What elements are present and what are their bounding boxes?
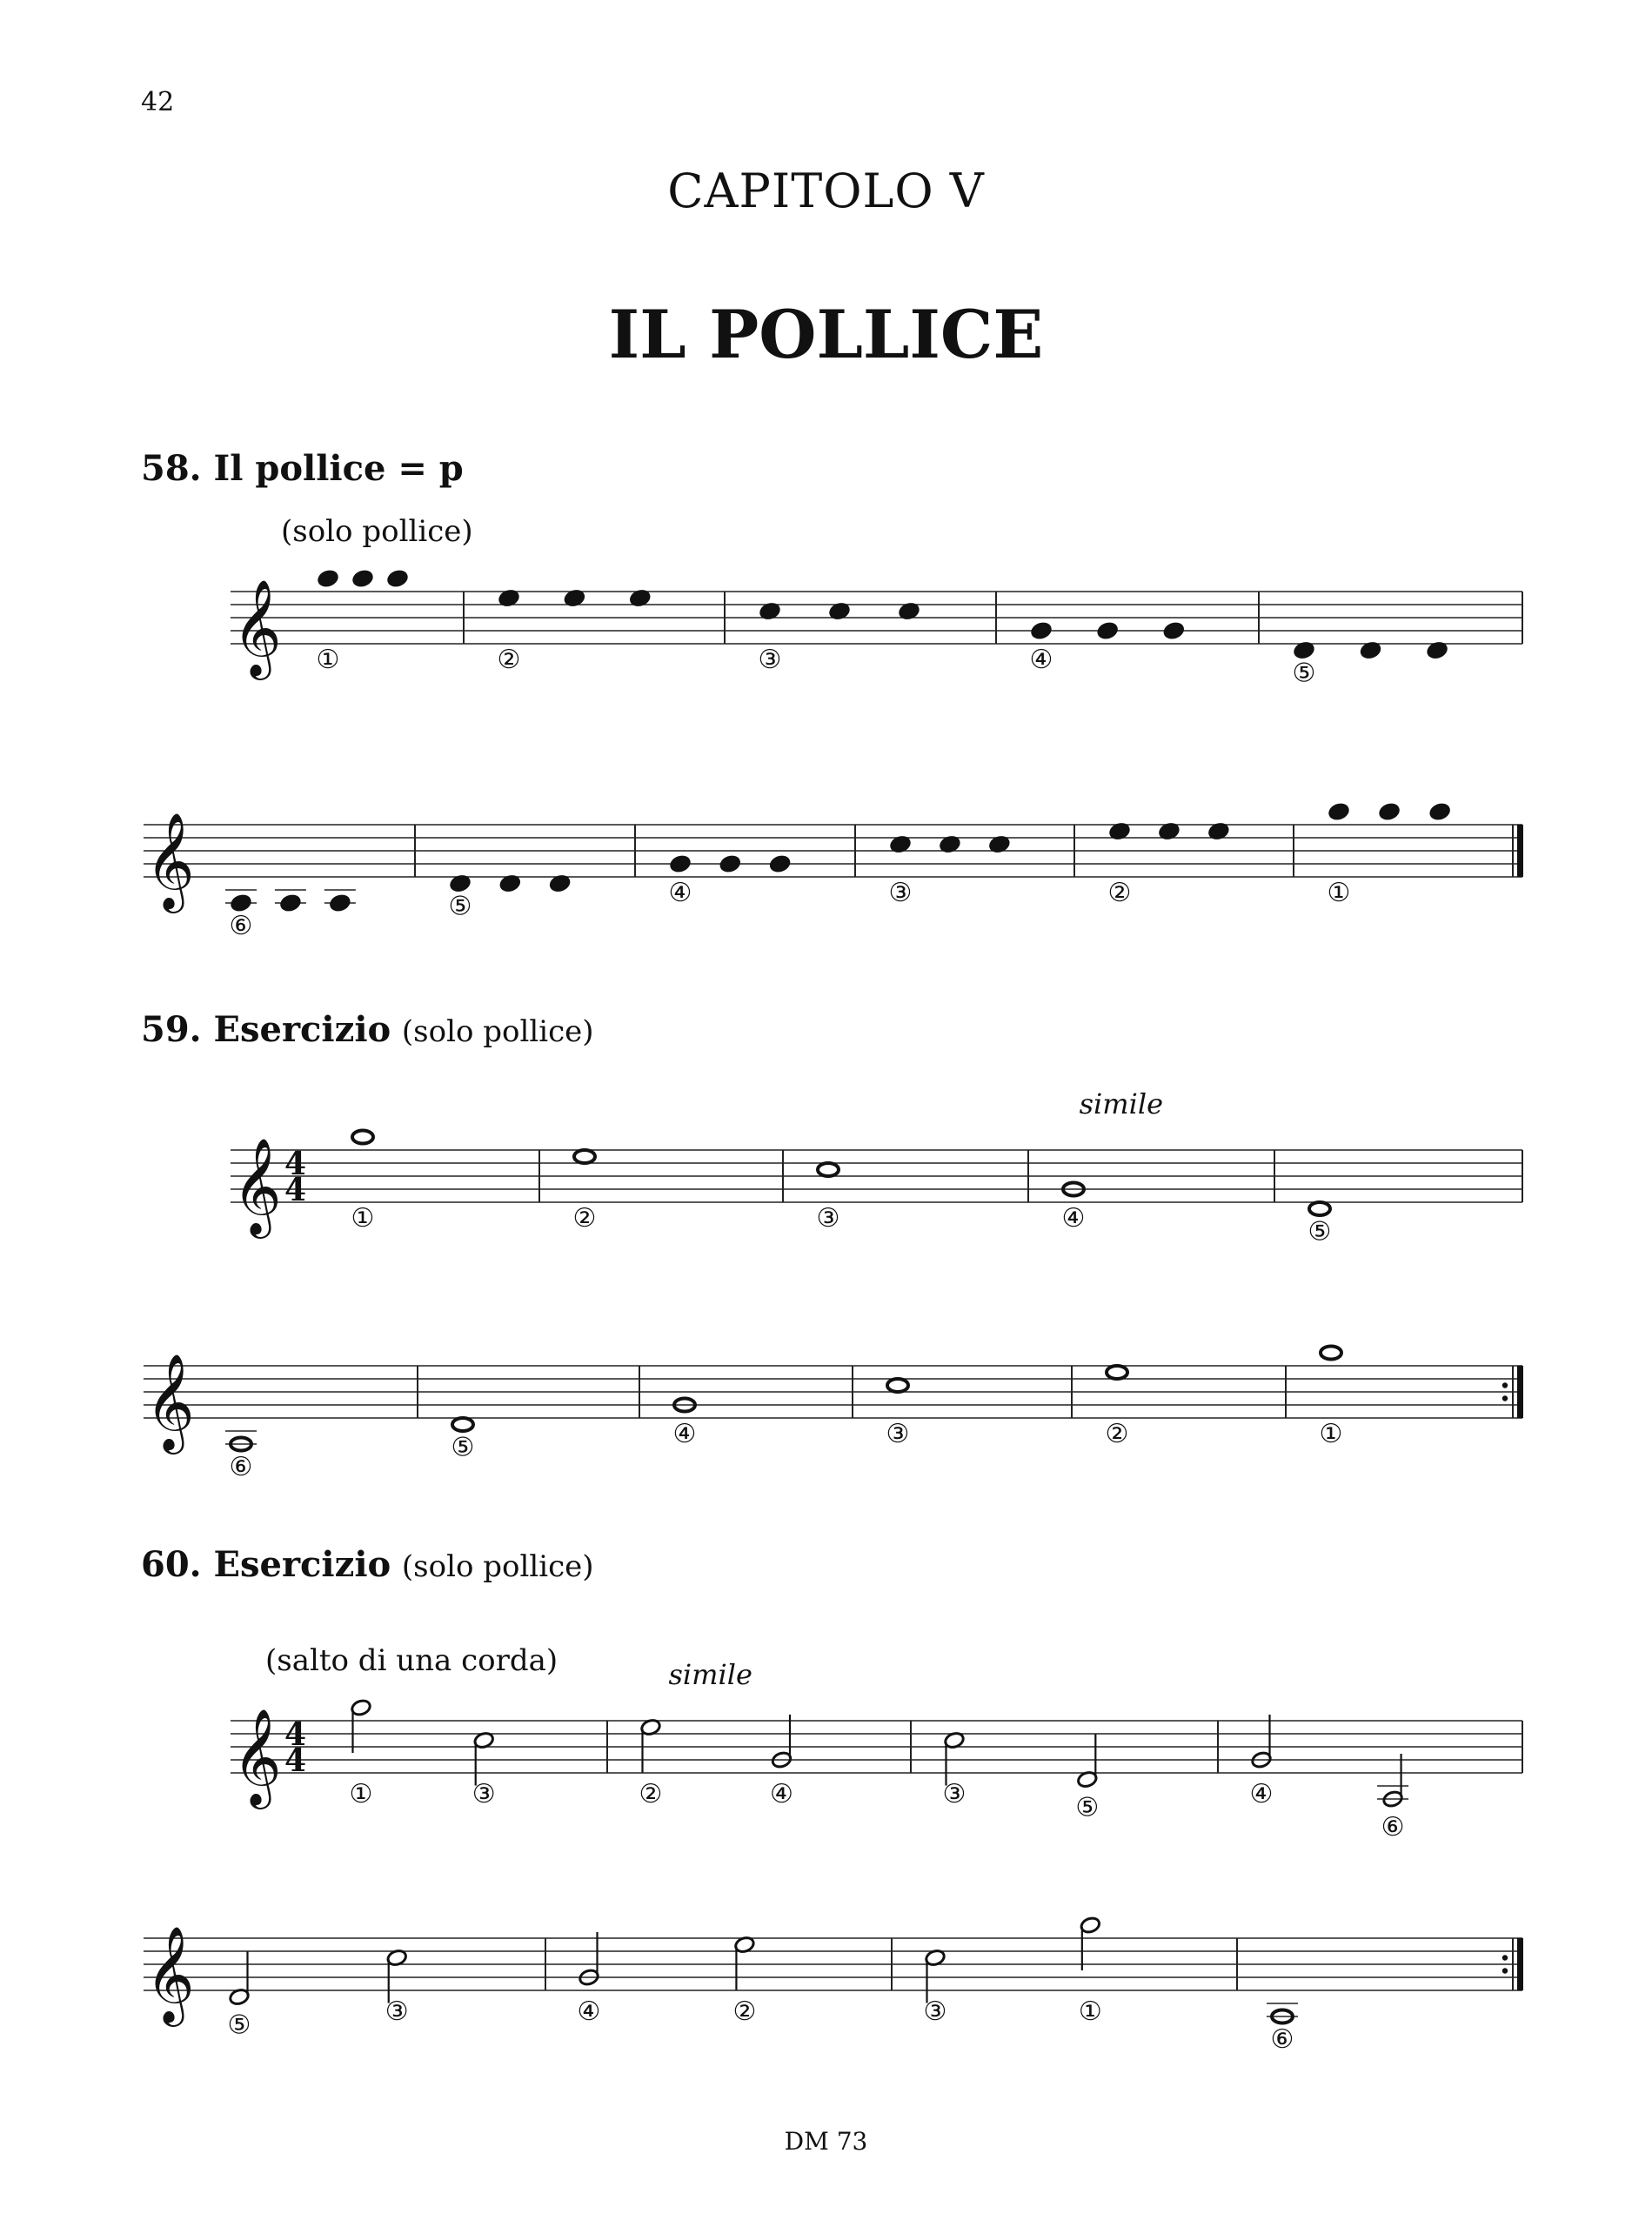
string-number: ③ bbox=[472, 1779, 496, 1809]
string-number: ① bbox=[316, 645, 340, 675]
notehead bbox=[352, 1131, 373, 1144]
string-number: ③ bbox=[385, 1996, 409, 2027]
notehead bbox=[387, 569, 409, 587]
final-barline-thick bbox=[1517, 825, 1523, 877]
string-number: ⑤ bbox=[451, 1432, 475, 1463]
string-number: ④ bbox=[770, 1779, 793, 1809]
string-number: ④ bbox=[1061, 1203, 1086, 1234]
string-number: ⑤ bbox=[1308, 1216, 1332, 1247]
treble-clef-icon: 𝄞 bbox=[145, 812, 195, 909]
notehead bbox=[1379, 802, 1401, 820]
string-number: ④ bbox=[668, 878, 692, 908]
treble-clef-icon: 𝄞 bbox=[145, 1925, 195, 2023]
notehead bbox=[818, 1163, 839, 1176]
notehead bbox=[1031, 621, 1053, 639]
notehead bbox=[887, 1379, 908, 1392]
string-number: ⑤ bbox=[1075, 1792, 1100, 1823]
notehead bbox=[231, 893, 252, 912]
exercise-58-title: 58. Il pollice = p bbox=[141, 448, 464, 489]
treble-clef-icon: 𝄞 bbox=[232, 578, 282, 676]
notehead bbox=[769, 854, 791, 873]
footer-code: DM 73 bbox=[784, 2127, 868, 2156]
string-number: ① bbox=[1078, 1996, 1102, 2027]
notehead bbox=[719, 854, 741, 873]
string-number: ③ bbox=[888, 878, 913, 908]
notehead bbox=[574, 1150, 595, 1163]
simile-marking: simile bbox=[668, 1658, 752, 1691]
notehead bbox=[1309, 1202, 1330, 1215]
string-number: ② bbox=[639, 1779, 663, 1809]
repeat-dot bbox=[1502, 1382, 1508, 1388]
final-barline-thick bbox=[1517, 1366, 1523, 1418]
string-number: ④ bbox=[577, 1996, 601, 2027]
string-number: ③ bbox=[758, 645, 782, 675]
staff-system bbox=[144, 1916, 1523, 2055]
string-number: ② bbox=[1105, 1419, 1129, 1449]
string-number: ④ bbox=[672, 1419, 697, 1449]
simile-marking: simile bbox=[1079, 1087, 1164, 1120]
treble-clef-icon: 𝄞 bbox=[232, 1137, 282, 1234]
time-signature-bottom: 4 bbox=[284, 1742, 307, 1779]
time-signature-top: 4 bbox=[284, 1716, 307, 1753]
string-number: ① bbox=[1327, 878, 1351, 908]
string-number: ⑤ bbox=[448, 891, 472, 922]
page-number: 42 bbox=[141, 87, 175, 117]
exercise-59-note: (solo pollice) bbox=[401, 1014, 594, 1049]
string-number: ③ bbox=[923, 1996, 947, 2027]
notehead bbox=[279, 893, 301, 912]
exercise-59-title: 59. Esercizio bbox=[141, 1009, 391, 1050]
notehead bbox=[670, 854, 692, 873]
time-signature-bottom: 4 bbox=[284, 1172, 307, 1208]
string-number: ② bbox=[1107, 878, 1132, 908]
notehead bbox=[1107, 1366, 1127, 1379]
annotation-text: (solo pollice) bbox=[281, 514, 473, 549]
final-barline-thick bbox=[1517, 1938, 1523, 1990]
staff-system bbox=[231, 514, 1522, 689]
string-number: ③ bbox=[942, 1779, 966, 1809]
staff-system bbox=[144, 802, 1523, 941]
string-number: ① bbox=[1319, 1419, 1343, 1449]
string-number: ② bbox=[732, 1996, 757, 2027]
string-number: ⑥ bbox=[1270, 2024, 1294, 2055]
string-number: ② bbox=[497, 645, 521, 675]
exercise-60-note: (solo pollice) bbox=[401, 1549, 594, 1584]
string-number: ④ bbox=[1249, 1779, 1274, 1809]
string-number: ⑤ bbox=[1292, 658, 1316, 689]
chapter-title: IL POLLICE bbox=[608, 296, 1044, 373]
notehead bbox=[1097, 621, 1119, 639]
treble-clef-icon: 𝄞 bbox=[145, 1353, 195, 1450]
string-number: ① bbox=[349, 1779, 373, 1809]
treble-clef-icon: 𝄞 bbox=[232, 1708, 282, 1805]
notehead bbox=[329, 893, 351, 912]
repeat-dot bbox=[1502, 1395, 1508, 1401]
string-number: ③ bbox=[886, 1419, 910, 1449]
notehead bbox=[1429, 802, 1451, 820]
exercise-60-title: 60. Esercizio bbox=[141, 1544, 391, 1585]
string-number: ② bbox=[572, 1203, 597, 1234]
string-number: ③ bbox=[816, 1203, 840, 1234]
string-number: ⑥ bbox=[229, 1452, 253, 1482]
annotation-text: (salto di una corda) bbox=[265, 1643, 558, 1678]
string-number: ⑤ bbox=[227, 2010, 251, 2041]
notehead bbox=[318, 569, 339, 587]
staff-system bbox=[231, 1643, 1522, 1842]
string-number: ⑥ bbox=[229, 911, 253, 941]
string-number: ⑥ bbox=[1381, 1812, 1405, 1842]
staff-system bbox=[144, 1347, 1523, 1483]
string-number: ① bbox=[351, 1203, 375, 1234]
notehead bbox=[452, 1418, 473, 1431]
notehead bbox=[352, 569, 374, 587]
time-signature-top: 4 bbox=[284, 1146, 307, 1182]
notehead bbox=[1163, 621, 1185, 639]
notehead bbox=[1328, 802, 1350, 820]
repeat-dot bbox=[1502, 1955, 1508, 1960]
notehead bbox=[1321, 1347, 1341, 1360]
string-number: ④ bbox=[1029, 645, 1053, 675]
repeat-dot bbox=[1502, 1968, 1508, 1973]
chapter-label: CAPITOLO V bbox=[667, 164, 985, 218]
staff-system bbox=[231, 1087, 1522, 1247]
